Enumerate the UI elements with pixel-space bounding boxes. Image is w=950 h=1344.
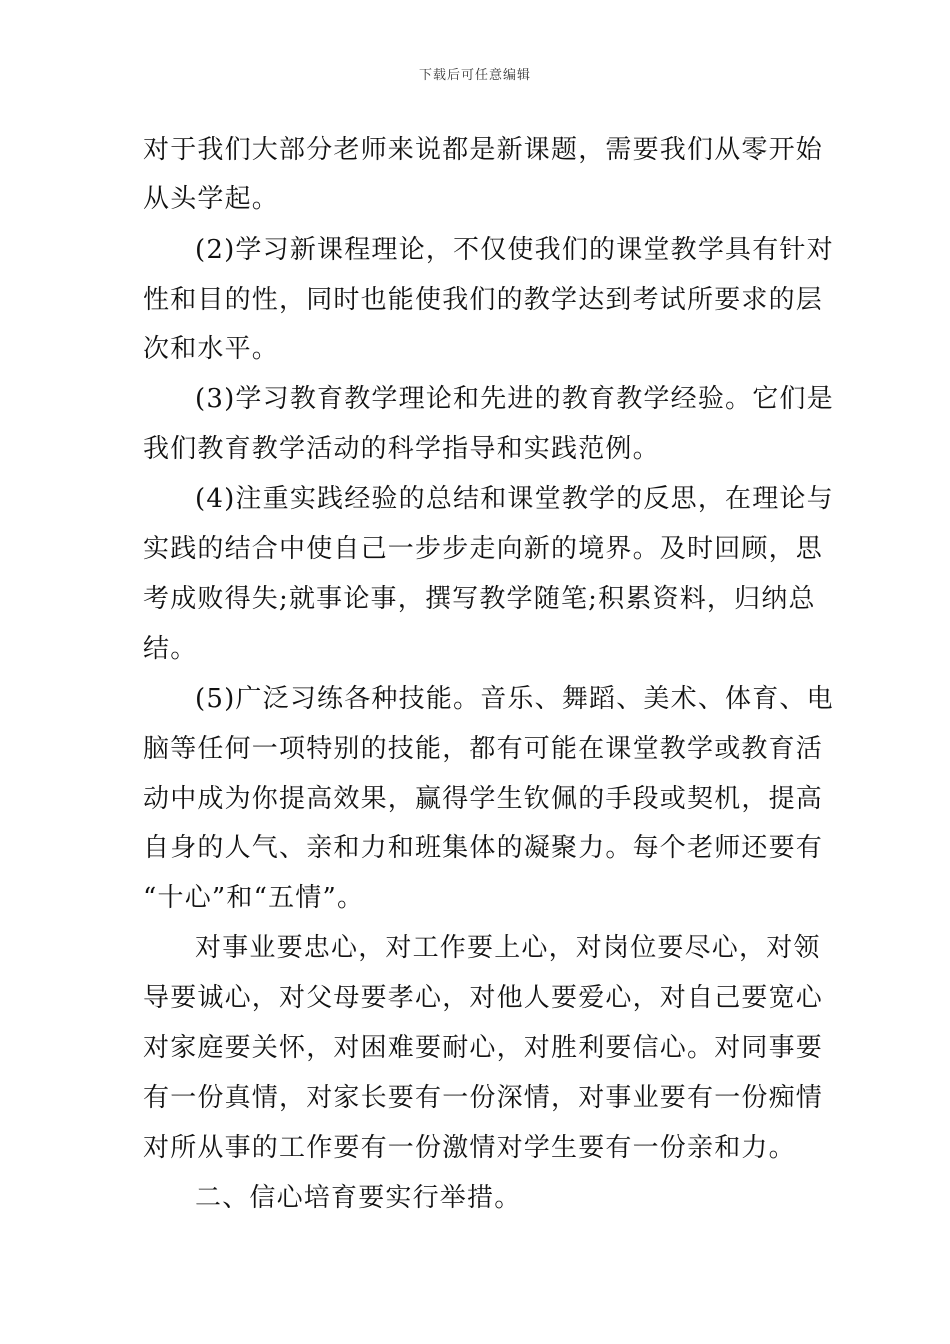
body-line: 自身的人气、亲和力和班集体的凝聚力。每个老师还要有: [143, 833, 824, 863]
body-line: 有一份真情，对家长要有一份深情，对事业要有一份痴情: [143, 1083, 824, 1113]
body-line: 结。: [143, 634, 198, 664]
paragraph-2-first-line: (2)学习新课程理论，不仅使我们的课堂教学具有针对: [195, 235, 834, 265]
body-line: 次和水平。: [143, 334, 280, 364]
body-line: 从头学起。: [143, 184, 280, 214]
body-line: 我们教育教学活动的科学指导和实践范例。: [143, 434, 660, 464]
section-heading: 二、信心培育要实行举措。: [195, 1183, 522, 1213]
page-header: 下载后可任意编辑: [418, 68, 531, 83]
paragraph-4-first-line: (4)注重实践经验的总结和课堂教学的反思，在理论与: [195, 484, 834, 514]
body-line: 对于我们大部分老师来说都是新课题，需要我们从零开始: [143, 135, 824, 165]
paragraph-5-first-line: (5)广泛习练各种技能。音乐、舞蹈、美术、体育、电: [195, 684, 834, 714]
paragraph-3-first-line: (3)学习教育教学理论和先进的教育教学经验。它们是: [195, 384, 834, 414]
body-line: “十心”和“五情”。: [143, 883, 365, 913]
body-line: 对家庭要关怀，对困难要耐心，对胜利要信心。对同事要: [143, 1033, 824, 1063]
body-line: 实践的结合中使自己一步步走向新的境界。及时回顾，思: [143, 534, 824, 564]
body-line: 导要诚心，对父母要孝心，对他人要爱心，对自己要宽心: [143, 983, 824, 1013]
body-line: 对所从事的工作要有一份激情对学生要有一份亲和力。: [143, 1133, 796, 1163]
paragraph-6-first-line: 对事业要忠心，对工作要上心，对岗位要尽心，对领: [195, 933, 821, 963]
body-line: 脑等任何一项特别的技能，都有可能在课堂教学或教育活: [143, 734, 824, 764]
body-line: 性和目的性，同时也能使我们的教学达到考试所要求的层: [143, 285, 824, 315]
body-line: 动中成为你提高效果，赢得学生钦佩的手段或契机，提高: [143, 784, 824, 814]
body-line: 考成败得失;就事论事，撰写教学随笔;积累资料，归纳总: [143, 584, 816, 614]
